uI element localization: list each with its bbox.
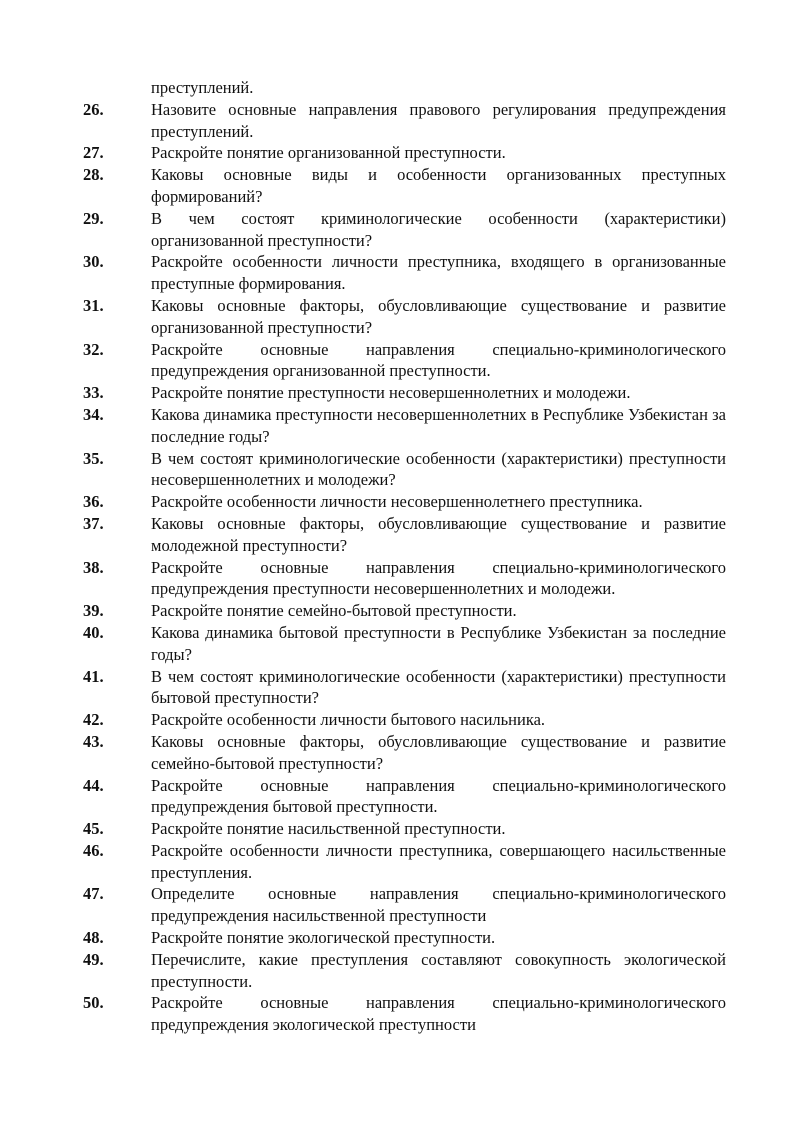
question-number: 50. [83, 993, 104, 1013]
question-item [83, 557, 726, 601]
question-item [83, 339, 726, 383]
question-item [83, 142, 726, 164]
question-item [83, 404, 726, 448]
question-number: 32. [83, 339, 104, 359]
question-text: Раскройте понятие организованной преступности. [151, 143, 506, 163]
question-number: 37. [83, 513, 104, 533]
question-item [83, 295, 726, 339]
question-text: Каковы основные виды и особенности организованных преступных формирований? [151, 165, 726, 206]
question-item [83, 382, 726, 404]
question-number: 42. [83, 710, 104, 730]
question-item [83, 622, 726, 666]
question-number: 41. [83, 666, 104, 686]
question-item [83, 883, 726, 927]
question-text: Раскройте основные направления специально-криминологического предупреждения бытовой преступности. [151, 775, 726, 817]
question-text: Перечислите, какие преступления составляют совокупность экологической преступности. [151, 949, 726, 991]
question-number: 48. [83, 928, 104, 948]
question-number: 35. [83, 448, 104, 468]
question-number: 33. [83, 383, 104, 403]
question-text: Раскройте особенности личности преступника, входящего в организованные преступные формирования. [151, 252, 726, 294]
question-item [83, 164, 726, 208]
question-item [83, 208, 726, 252]
question-list [83, 77, 726, 1036]
question-number: 38. [83, 557, 104, 577]
question-text: Раскройте особенности личности несовершеннолетнего преступника. [151, 492, 643, 512]
question-text: Раскройте понятие преступности несовершеннолетних и молодежи. [151, 383, 631, 403]
question-text: Раскройте основные направления специально-криминологического предупреждения организованной преступности. [151, 339, 726, 381]
question-number: 29. [83, 208, 104, 228]
question-number: 26. [83, 99, 104, 119]
question-text: Каковы основные факторы, обусловливающие существование и развитие семейно-бытовой преступности? [151, 731, 726, 773]
question-number: 46. [83, 840, 104, 860]
continuation-text: преступлений. [151, 78, 254, 97]
question-text: В чем состоят криминологические особенности (характеристики) преступности несовершеннолетних и молодежи? [151, 448, 726, 490]
question-number: 47. [83, 884, 104, 904]
question-number: 39. [83, 601, 104, 621]
question-item [83, 491, 726, 513]
question-item [83, 818, 726, 840]
question-text: Раскройте особенности личности бытового насильника. [151, 710, 546, 730]
question-item [83, 600, 726, 622]
question-text: Назовите основные направления правового регулирования предупреждения преступлений. [151, 99, 726, 141]
question-text: Раскройте особенности личности преступника, совершающего насильственные преступления. [151, 840, 726, 882]
question-item [83, 840, 726, 884]
question-text: Каковы основные факторы, обусловливающие существование и развитие организованной преступности? [151, 295, 726, 337]
question-number: 27. [83, 143, 104, 163]
question-number: 36. [83, 492, 104, 512]
question-text: Какова динамика преступности несовершеннолетних в Республике Узбекистан за последние годы? [151, 404, 726, 446]
question-item [83, 99, 726, 143]
question-number: 49. [83, 949, 104, 969]
question-text: Раскройте понятие семейно-бытовой преступности. [151, 601, 517, 621]
question-item [83, 992, 726, 1036]
question-text: Раскройте основные направления специально-криминологического предупреждения экологической преступности [151, 993, 726, 1035]
question-item [83, 448, 726, 492]
question-text: Определите основные направления специально-криминологического предупреждения насильственной преступности [151, 884, 726, 926]
question-text: Раскройте понятие экологической преступности. [151, 928, 496, 948]
question-text: Каковы основные факторы, обусловливающие существование и развитие молодежной преступности? [151, 513, 726, 555]
question-text: В чем состоят криминологические особенности (характеристики) преступности бытовой преступности? [151, 666, 726, 708]
question-number: 44. [83, 775, 104, 795]
question-text: Раскройте понятие насильственной преступности. [151, 819, 506, 839]
question-text: В чем состоят криминологические особенности (характеристики) организованной преступности? [151, 208, 726, 250]
question-number: 28. [83, 165, 104, 185]
question-text: Какова динамика бытовой преступности в Республике Узбекистан за последние годы? [151, 622, 726, 664]
question-item [83, 731, 726, 775]
question-number: 40. [83, 622, 104, 642]
question-item [83, 709, 726, 731]
question-number: 30. [83, 252, 104, 272]
question-item [83, 251, 726, 295]
question-item [83, 775, 726, 819]
question-number: 45. [83, 819, 104, 839]
question-item [83, 949, 726, 993]
question-text: Раскройте основные направления специально-криминологического предупреждения преступности несовершеннолетних и молодежи. [151, 557, 726, 599]
question-number: 43. [83, 731, 104, 751]
question-item [83, 666, 726, 710]
question-item [83, 927, 726, 949]
question-number: 31. [83, 295, 104, 315]
question-number: 34. [83, 404, 104, 424]
question-item [83, 513, 726, 557]
